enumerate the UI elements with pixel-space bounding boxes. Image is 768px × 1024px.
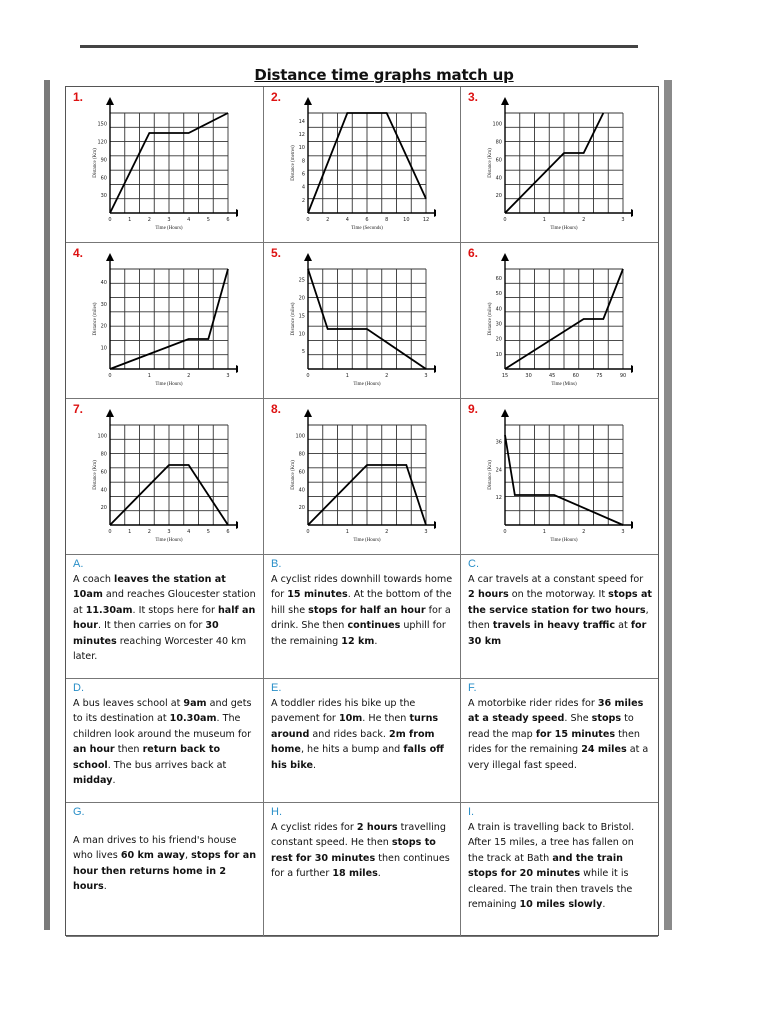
graph-number: 1.: [73, 90, 84, 104]
y-tick-label: 24: [495, 467, 502, 474]
graph-cell: [264, 243, 461, 399]
distance-time-graph: [483, 253, 633, 391]
x-tick-label: 2: [582, 529, 586, 535]
y-tick-label: 80: [298, 451, 305, 458]
y-axis-label: Distance (miles): [291, 302, 296, 336]
y-tick-label: 60: [495, 157, 502, 164]
x-tick-label: 3: [167, 217, 171, 223]
x-tick-label: 1: [542, 529, 546, 535]
y-axis-label: Distance (Km): [488, 148, 493, 178]
y-tick-label: 25: [298, 277, 305, 284]
y-axis-arrow: [501, 97, 509, 105]
x-tick-label: 4: [345, 217, 349, 223]
x-axis-arrow: [434, 521, 436, 529]
x-tick-label: 3: [167, 529, 171, 535]
y-tick-label: 12: [495, 495, 502, 502]
journey-description: A bus leaves school at 9am and gets to its destination at 10.30am. The children look around the museum for an hour then return back to school. The bus arrives back at midday.: [73, 698, 252, 787]
y-tick-label: 30: [100, 193, 107, 200]
graph-cell: [264, 87, 461, 243]
y-axis-arrow: [501, 253, 509, 261]
y-tick-label: 40: [495, 175, 502, 182]
x-tick-label: 0: [108, 217, 112, 223]
x-axis-arrow: [631, 365, 633, 373]
x-tick-label: 1: [345, 373, 349, 379]
x-tick-label: 1: [128, 217, 132, 223]
y-tick-label: 6: [301, 171, 305, 178]
x-tick-label: 0: [108, 529, 112, 535]
right-binding-bar: [664, 80, 672, 930]
graph-cell: [66, 87, 264, 243]
y-axis-arrow: [304, 97, 312, 105]
y-tick-label: 20: [298, 295, 305, 302]
description-cell: [264, 803, 461, 937]
y-tick-label: 14: [298, 118, 305, 125]
graph-number: 6.: [468, 246, 479, 260]
x-tick-label: 8: [385, 217, 389, 223]
description-letter: C.: [468, 558, 479, 570]
journey-description: A coach leaves the station at 10am and reaches Gloucester station at 11.30am. It stops here for half an hour. It then carries on for 30 minutes reaching Worcester 40 km later.: [73, 574, 256, 663]
y-axis-arrow: [304, 253, 312, 261]
graph-cell: [461, 87, 658, 243]
description-letter: G.: [73, 806, 85, 818]
y-tick-label: 60: [495, 276, 502, 283]
distance-time-graph: [88, 409, 238, 547]
x-axis-label: Time (Hours): [353, 382, 381, 387]
x-axis-label: Time (Mins): [551, 382, 577, 387]
x-axis-arrow: [631, 209, 633, 217]
y-tick-label: 100: [295, 433, 305, 440]
description-cell: [66, 555, 264, 679]
x-tick-label: 30: [525, 373, 532, 379]
graph-cell: [461, 399, 658, 555]
x-axis-arrow: [236, 365, 238, 373]
y-tick-label: 40: [298, 487, 305, 494]
y-tick-label: 20: [495, 193, 502, 200]
y-axis-arrow: [106, 253, 114, 261]
y-axis-label: Distance (Km): [488, 460, 493, 490]
x-tick-label: 5: [206, 529, 210, 535]
worksheet-title: Distance time graphs match up: [254, 66, 514, 84]
description-letter: D.: [73, 682, 84, 694]
x-tick-label: 1: [542, 217, 546, 223]
x-tick-label: 3: [226, 373, 230, 379]
y-tick-label: 80: [100, 451, 107, 458]
distance-time-graph: [483, 97, 633, 235]
distance-time-graph: [483, 409, 633, 547]
graph-cell: [264, 399, 461, 555]
y-tick-label: 80: [495, 139, 502, 146]
journey-description: A car travels at a constant speed for 2 hours on the motorway. It stops at the service station for two hours, then travels in heavy traffic at for 30 km: [468, 574, 653, 647]
x-tick-label: 1: [147, 373, 151, 379]
graph-number: 4.: [73, 246, 84, 260]
x-tick-label: 10: [403, 217, 410, 223]
x-tick-label: 75: [596, 373, 603, 379]
description-letter: H.: [271, 806, 282, 818]
y-tick-label: 10: [298, 331, 305, 338]
y-axis-label: Distance (miles): [488, 302, 493, 336]
y-tick-label: 30: [100, 301, 107, 308]
y-axis-arrow: [304, 409, 312, 417]
x-tick-label: 3: [424, 529, 428, 535]
y-tick-label: 20: [100, 323, 107, 330]
x-tick-label: 2: [385, 529, 389, 535]
x-tick-label: 3: [621, 217, 625, 223]
left-binding-bar: [44, 80, 50, 930]
x-axis-label: Time (Seconds): [351, 226, 383, 231]
description-cell: [461, 555, 658, 679]
journey-description: A train is travelling back to Bristol. After 15 miles, a tree has fallen on the track at Bath and the train stops for 20 minutes while it is cleared. The train then travels the remaining 10 miles slowly.: [468, 822, 635, 911]
y-tick-label: 40: [495, 306, 502, 313]
y-tick-label: 5: [301, 349, 305, 356]
x-axis-label: Time (Hours): [550, 226, 578, 231]
x-tick-label: 0: [503, 217, 507, 223]
journey-description: A cyclist rides downhill towards home for 15 minutes. At the bottom of the hill she stops for half an hour for a drink. She then continues uphill for the remaining 12 km.: [271, 574, 453, 647]
graph-number: 7.: [73, 402, 84, 416]
x-tick-label: 60: [572, 373, 579, 379]
description-letter: F.: [468, 682, 477, 694]
y-tick-label: 15: [298, 313, 305, 320]
distance-time-graph: [286, 253, 436, 391]
graph-number: 8.: [271, 402, 282, 416]
x-tick-label: 2: [147, 217, 151, 223]
x-tick-label: 4: [187, 217, 191, 223]
distance-time-graph: [88, 97, 238, 235]
y-tick-label: 150: [97, 121, 107, 128]
x-axis-arrow: [434, 365, 436, 373]
x-tick-label: 4: [187, 529, 191, 535]
y-tick-label: 100: [492, 121, 502, 128]
y-tick-label: 30: [495, 321, 502, 328]
graph-cell: [66, 243, 264, 399]
graph-number: 2.: [271, 90, 282, 104]
x-axis-arrow: [236, 209, 238, 217]
x-tick-label: 5: [206, 217, 210, 223]
x-tick-label: 15: [501, 373, 509, 379]
y-tick-label: 10: [100, 345, 107, 352]
y-axis-label: Distance (Km): [93, 460, 98, 490]
x-tick-label: 3: [621, 529, 625, 535]
description-letter: E.: [271, 682, 282, 694]
description-letter: A.: [73, 558, 84, 570]
x-axis-arrow: [236, 521, 238, 529]
description-cell: [66, 803, 264, 937]
x-tick-label: 2: [326, 217, 330, 223]
x-tick-label: 6: [226, 217, 230, 223]
x-tick-label: 45: [549, 373, 556, 379]
x-tick-label: 0: [306, 373, 310, 379]
graph-number: 9.: [468, 402, 479, 416]
y-axis-arrow: [106, 409, 114, 417]
x-tick-label: 0: [503, 529, 507, 535]
top-rule: [80, 45, 638, 48]
x-axis-label: Time (Hours): [550, 538, 578, 543]
y-tick-label: 20: [100, 505, 107, 512]
y-axis-arrow: [501, 409, 509, 417]
x-tick-label: 2: [187, 373, 191, 379]
y-tick-label: 12: [298, 132, 305, 139]
x-axis-label: Time (Hours): [155, 226, 183, 231]
x-tick-label: 2: [385, 373, 389, 379]
matchup-grid: [65, 86, 659, 936]
y-axis-label: Distance (Km): [93, 148, 98, 178]
description-letter: I.: [468, 806, 475, 818]
y-axis-arrow: [106, 97, 114, 105]
y-tick-label: 8: [301, 158, 305, 165]
graph-number: 5.: [271, 246, 282, 260]
description-cell: [461, 679, 658, 803]
graph-cell: [66, 399, 264, 555]
journey-description: A toddler rides his bike up the pavement for 10m. He then turns around and rides back. 2m from home, he hits a bump and falls off his bike.: [271, 698, 444, 771]
x-axis-label: Time (Hours): [353, 538, 381, 543]
description-cell: [264, 555, 461, 679]
x-axis-arrow: [631, 521, 633, 529]
journey-description: A man drives to his friend's house who lives 60 km away, stops for an hour then returns home in 2 hours.: [73, 835, 257, 893]
y-tick-label: 2: [301, 197, 305, 204]
y-tick-label: 36: [495, 439, 502, 446]
description-cell: [264, 679, 461, 803]
x-tick-label: 0: [108, 373, 112, 379]
y-tick-label: 10: [298, 145, 305, 152]
description-cell: [66, 679, 264, 803]
journey-description: A motorbike rider rides for 36 miles at a steady speed. She stops to read the map for 15 minutes then rides for the remaining 24 miles at a very illegal fast speed.: [468, 698, 649, 771]
y-axis-label: Distance (Km): [291, 460, 296, 490]
x-tick-label: 0: [306, 529, 310, 535]
y-tick-label: 40: [100, 487, 107, 494]
y-tick-label: 10: [495, 351, 502, 358]
y-tick-label: 100: [97, 433, 107, 440]
y-tick-label: 50: [495, 291, 502, 298]
distance-time-graph: [88, 253, 238, 391]
y-tick-label: 40: [100, 280, 107, 287]
description-letter: B.: [271, 558, 282, 570]
y-tick-label: 20: [495, 336, 502, 343]
y-tick-label: 120: [97, 139, 107, 146]
x-tick-label: 1: [128, 529, 132, 535]
x-tick-label: 1: [345, 529, 349, 535]
x-tick-label: 0: [306, 217, 310, 223]
x-axis-label: Time (Hours): [155, 382, 183, 387]
distance-time-graph: [286, 97, 436, 235]
y-tick-label: 60: [298, 469, 305, 476]
y-tick-label: 4: [301, 184, 305, 191]
y-tick-label: 20: [298, 505, 305, 512]
x-axis-arrow: [434, 209, 436, 217]
x-tick-label: 12: [422, 217, 430, 223]
x-tick-label: 6: [365, 217, 369, 223]
y-tick-label: 90: [100, 157, 107, 164]
graph-number: 3.: [468, 90, 479, 104]
x-tick-label: 6: [226, 529, 230, 535]
x-tick-label: 3: [424, 373, 428, 379]
journey-description: A cyclist rides for 2 hours travelling constant speed. He then stops to rest for 30 minutes then continues for a further 18 miles.: [271, 822, 450, 880]
distance-time-graph: [286, 409, 436, 547]
y-tick-label: 60: [100, 469, 107, 476]
x-tick-label: 90: [619, 373, 627, 379]
description-cell: [461, 803, 658, 937]
x-tick-label: 2: [582, 217, 586, 223]
x-tick-label: 2: [147, 529, 151, 535]
y-tick-label: 60: [100, 175, 107, 182]
y-axis-label: Distance (miles): [93, 302, 98, 336]
y-axis-label: Distance (metres): [291, 145, 296, 181]
graph-cell: [461, 243, 658, 399]
x-axis-label: Time (Hours): [155, 538, 183, 543]
